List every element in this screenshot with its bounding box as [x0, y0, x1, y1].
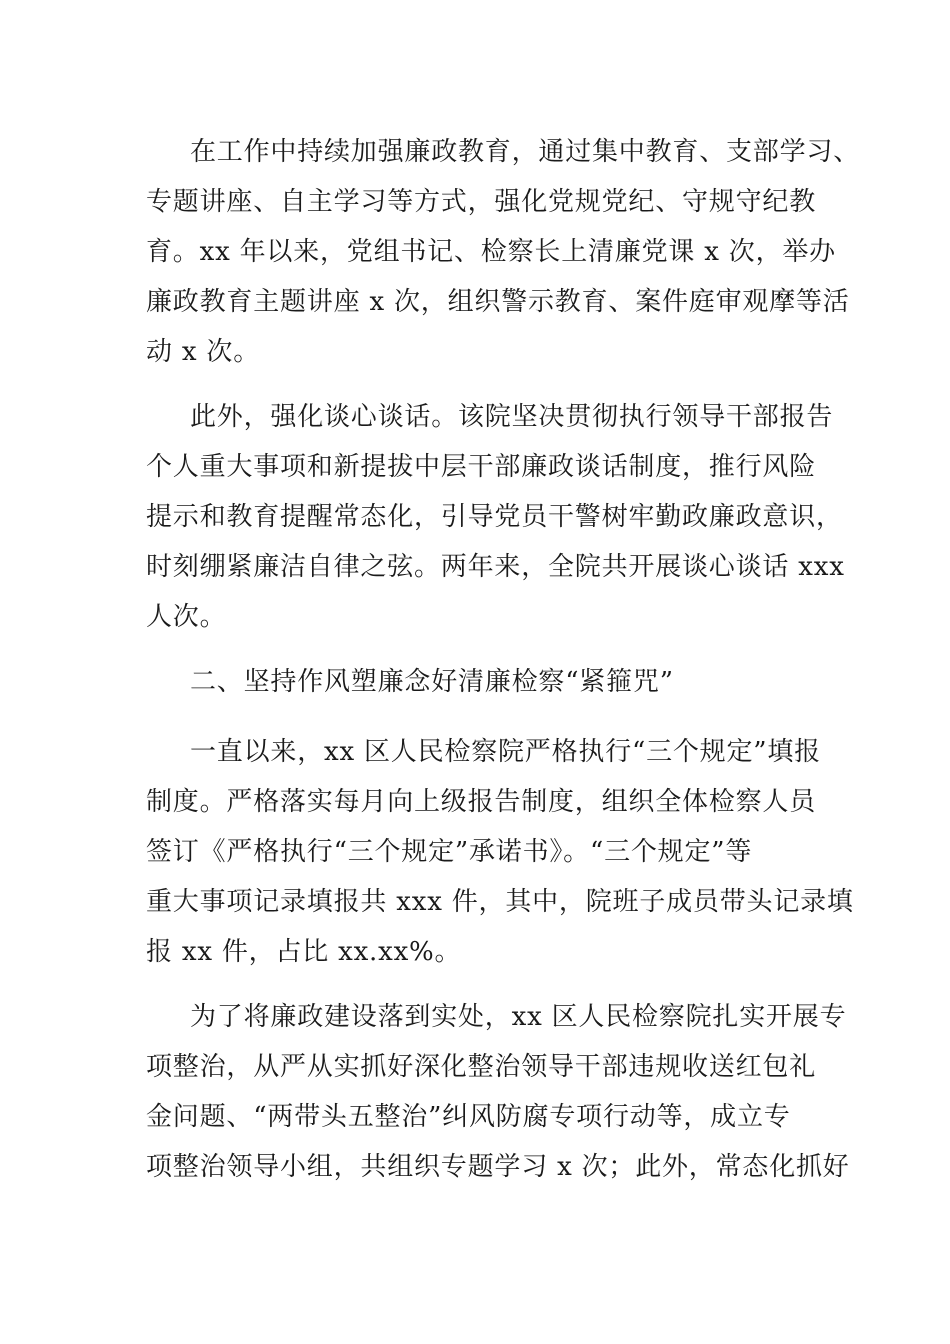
paragraph-3-line-2: 制度。严格落实每月向上级报告制度，组织全体检察人员	[146, 787, 817, 817]
paragraph-1-line-2: 专题讲座、自主学习等方式，强化党规党纪、守规守纪教	[146, 187, 817, 217]
paragraph-1-line-3: 育。xx 年以来，党组书记、检察长上清廉党课 x 次，举办	[146, 237, 836, 267]
paragraph-1-line-4: 廉政教育主题讲座 x 次，组织警示教育、案件庭审观摩等活	[146, 287, 850, 317]
paragraph-2-line-3: 提示和教育提醒常态化，引导党员干警树牢勤政廉政意识，	[146, 502, 843, 532]
paragraph-2-line-5: 人次。	[146, 602, 227, 632]
paragraph-3-line-4: 重大事项记录填报共 xxx 件，其中，院班子成员带头记录填	[146, 887, 854, 917]
paragraph-2-line-2: 个人重大事项和新提拔中层干部廉政谈话制度，推行风险	[146, 452, 817, 482]
paragraph-3-line-5: 报 xx 件，占比 xx.xx%。	[146, 937, 462, 967]
paragraph-4-line-2: 项整治，从严从实抓好深化整治领导干部违规收送红包礼	[146, 1052, 817, 1082]
paragraph-2-line-4: 时刻绷紧廉洁自律之弦。两年来，全院共开展谈心谈话 xxx	[146, 552, 845, 582]
paragraph-2-line-1: 此外，强化谈心谈话。该院坚决贯彻执行领导干部报告	[190, 402, 834, 432]
paragraph-4-line-4: 项整治领导小组，共组织专题学习 x 次；此外，常态化抓好	[146, 1152, 850, 1182]
paragraph-3-line-1: 一直以来，xx 区人民检察院严格执行“三个规定”填报	[190, 737, 821, 767]
paragraph-4-line-1: 为了将廉政建设落到实处，xx 区人民检察院扎实开展专	[190, 1002, 847, 1032]
paragraph-4-line-3: 金问题、“两带头五整治”纠风防腐专项行动等，成立专	[146, 1102, 791, 1132]
paragraph-3-line-3: 签订《严格执行“三个规定”承诺书》。“三个规定”等	[146, 837, 753, 867]
section-heading: 二、坚持作风塑廉念好清廉检察“紧箍咒”	[190, 667, 674, 697]
paragraph-1-line-5: 动 x 次。	[146, 337, 260, 367]
paragraph-1-line-1: 在工作中持续加强廉政教育，通过集中教育、支部学习、	[190, 137, 861, 167]
